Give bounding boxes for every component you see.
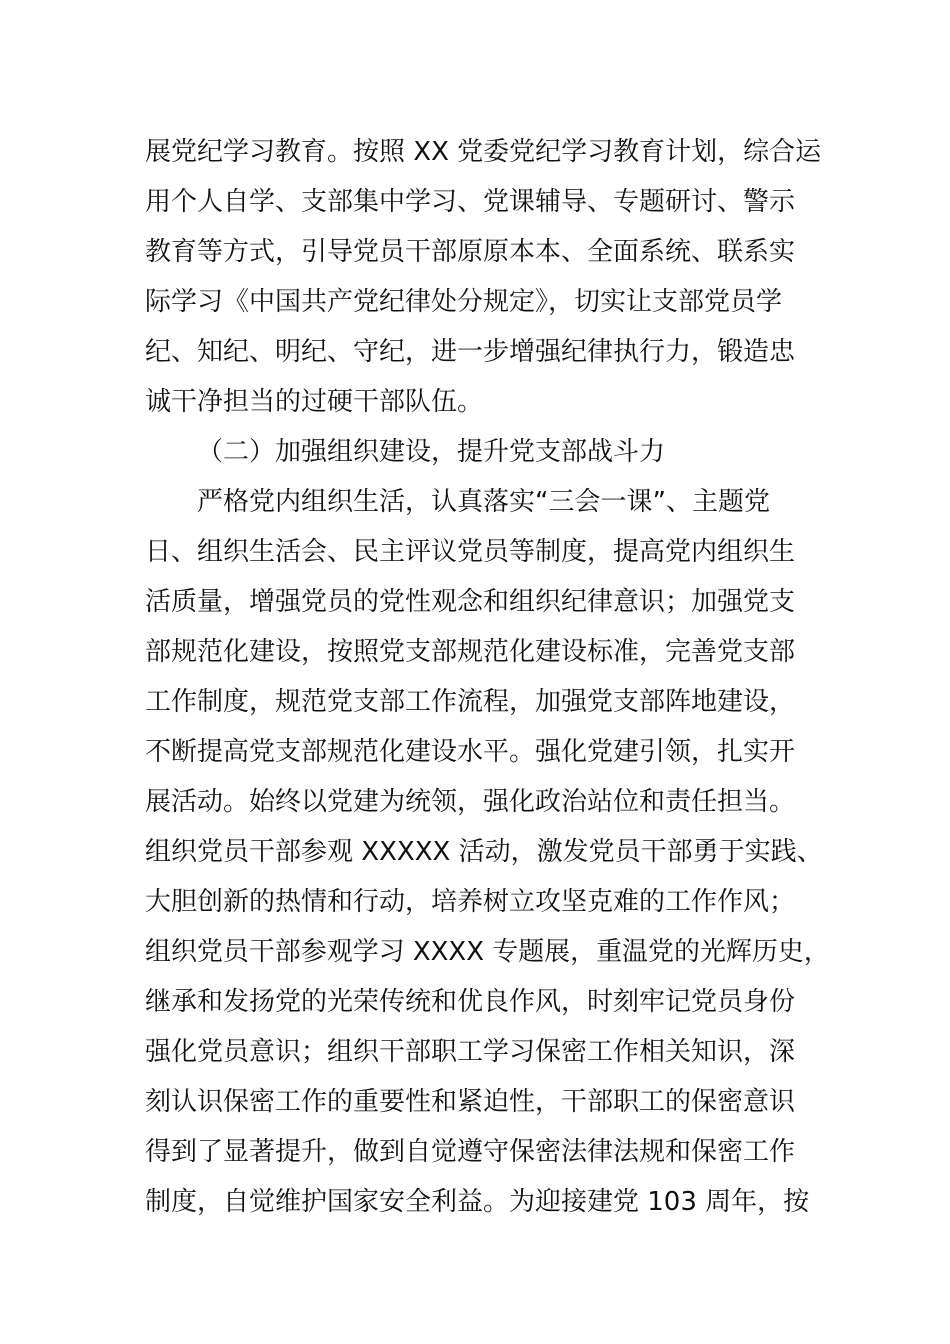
text-line: 教育等方式，引导党员干部原原本本、全面系统、联系实 xyxy=(145,237,796,267)
text-line: 制度，自觉维护国家安全利益。为迎接建党 103 周年，按 xyxy=(145,1187,810,1217)
text-line: 工作制度，规范党支部工作流程，加强党支部阵地建设， xyxy=(145,687,796,717)
text-line: 活质量，增强党员的党性观念和组织纪律意识；加强党支 xyxy=(145,587,796,617)
text-line: 大胆创新的热情和行动，培养树立攻坚克难的工作作风； xyxy=(145,887,796,917)
text-line: 刻认识保密工作的重要性和紧迫性，干部职工的保密意识 xyxy=(145,1087,796,1117)
text-line: 纪、知纪、明纪、守纪，进一步增强纪律执行力，锻造忠 xyxy=(145,337,796,367)
text-line: 展活动。始终以党建为统领，强化政治站位和责任担当。 xyxy=(145,787,796,817)
text-line: 得到了显著提升，做到自觉遵守保密法律法规和保密工作 xyxy=(145,1137,796,1167)
text-line: 不断提高党支部规范化建设水平。强化党建引领，扎实开 xyxy=(145,737,796,767)
text-line: 诚干净担当的过硬干部队伍。 xyxy=(145,387,484,417)
text-line: 日、组织生活会、民主评议党员等制度，提高党内组织生 xyxy=(145,537,796,567)
text-line: 强化党员意识；组织干部职工学习保密工作相关知识，深 xyxy=(145,1037,796,1067)
paragraph-first-line: 严格党内组织生活，认真落实“三会一课”、主题党 xyxy=(197,487,770,517)
text-line: 际学习《中国共产党纪律处分规定》，切实让支部党员学 xyxy=(145,287,783,317)
text-line: 组织党员干部参观学习 XXXX 专题展，重温党的光辉历史， xyxy=(145,937,830,967)
text-line: 组织党员干部参观 XXXXX 活动，激发党员干部勇于实践、 xyxy=(145,837,823,867)
text-line: 用个人自学、支部集中学习、党课辅导、专题研讨、警示 xyxy=(145,187,796,217)
text-line: 展党纪学习教育。按照 XX 党委党纪学习教育计划，综合运 xyxy=(145,137,822,167)
text-line: 部规范化建设，按照党支部规范化建设标准，完善党支部 xyxy=(145,637,796,667)
text-line: 继承和发扬党的光荣传统和优良作风，时刻牢记党员身份 xyxy=(145,987,796,1017)
section-heading: （二）加强组织建设，提升党支部战斗力 xyxy=(197,437,666,467)
